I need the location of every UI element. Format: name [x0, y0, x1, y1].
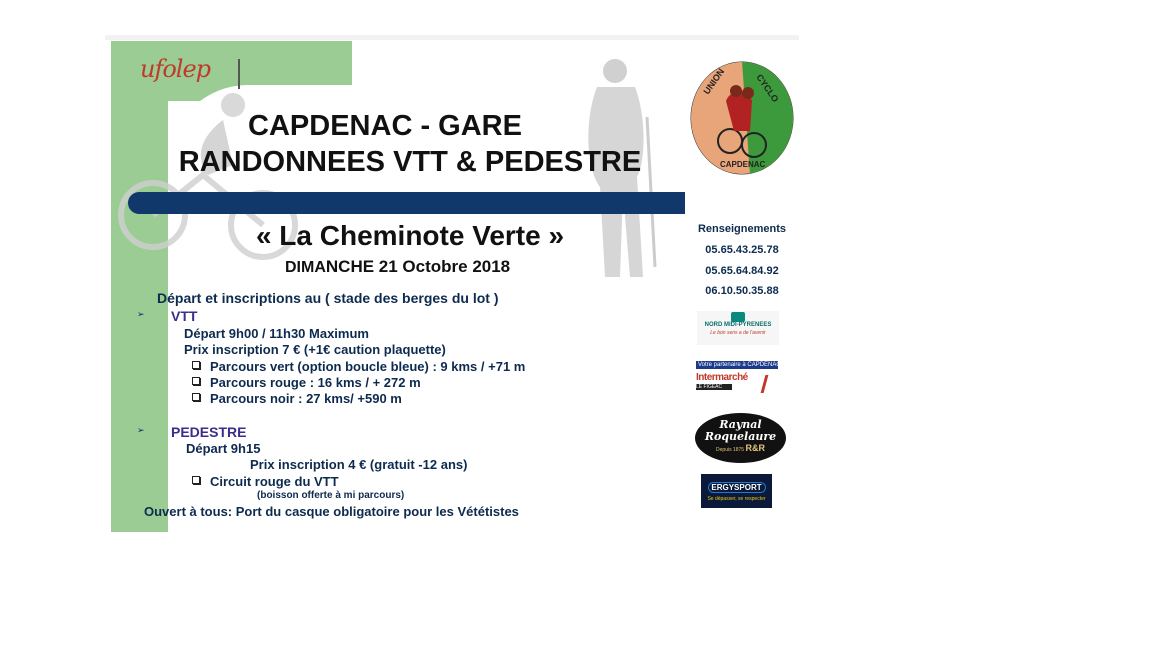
vtt-prix: Prix inscription 7 € (+1€ caution plaquette) [184, 342, 446, 357]
phone-1: 05.65.43.25.78 [705, 244, 779, 256]
logo-text-union: UNION [701, 66, 727, 97]
checkbox-bullet-icon [192, 377, 200, 385]
arrow-icon: ➢ [137, 309, 145, 319]
pedestre-label: PEDESTRE [171, 424, 247, 440]
parcours-vert: Parcours vert (option boucle bleue) : 9 kms / +71 m [210, 359, 526, 374]
phone-2: 05.65.64.84.92 [705, 265, 779, 277]
pedestre-boisson: (boisson offerte à mi parcours) [257, 490, 405, 501]
event-date: DIMANCHE 21 Octobre 2018 [285, 257, 511, 276]
vtt-label: VTT [171, 308, 198, 324]
event-flyer [105, 35, 799, 535]
title-line-1: CAPDENAC - GARE [248, 110, 522, 142]
checkbox-bullet-icon [192, 361, 200, 369]
title-line-2: RANDONNEES VTT & PEDESTRE [178, 146, 642, 178]
intermarche-logo: Votre partenaire à CAPDENAC Intermarché LE FIGEAC [696, 361, 778, 401]
flyer-top-border [105, 35, 799, 40]
arrow-icon: ➢ [137, 425, 145, 435]
depart-title: Départ et inscriptions au ( stade des berges du lot ) [157, 290, 499, 306]
union-cyclo-logo [690, 61, 794, 175]
ufolep-logo: ufolep [140, 55, 210, 83]
logo-text-capdenac: CAPDENAC [720, 160, 766, 169]
phone-3: 06.10.50.35.88 [705, 285, 779, 297]
checkbox-bullet-icon [192, 476, 200, 484]
pedestre-circuit: Circuit rouge du VTT [210, 474, 339, 489]
renseignements-label: Renseignements [697, 223, 787, 235]
event-name: « La Cheminote Verte » [255, 220, 565, 251]
pedestre-depart: Départ 9h15 [186, 441, 261, 456]
logo-text-cyclo: CYCLO [754, 72, 781, 104]
checkbox-bullet-icon [192, 393, 200, 401]
pedestre-prix: Prix inscription 4 € (gratuit -12 ans) [250, 457, 468, 472]
parcours-noir: Parcours noir : 27 kms/ +590 m [210, 391, 402, 406]
title-bar [128, 192, 685, 214]
parcours-rouge: Parcours rouge : 16 kms / + 272 m [210, 375, 421, 390]
vtt-depart: Départ 9h00 / 11h30 Maximum [184, 326, 369, 341]
footer-note: Ouvert à tous: Port du casque obligatoire pour les Vététistes [144, 504, 519, 519]
ergysport-logo: ERGYSPORT Se dépasser, se respecter [701, 474, 772, 508]
raynal-roquelaure-logo: Raynal Roquelaure Depuis 1875 R&R [695, 413, 786, 463]
credit-agricole-logo: NORD MIDI-PYRENEES Le bon sens a de l'avenir [697, 311, 779, 345]
